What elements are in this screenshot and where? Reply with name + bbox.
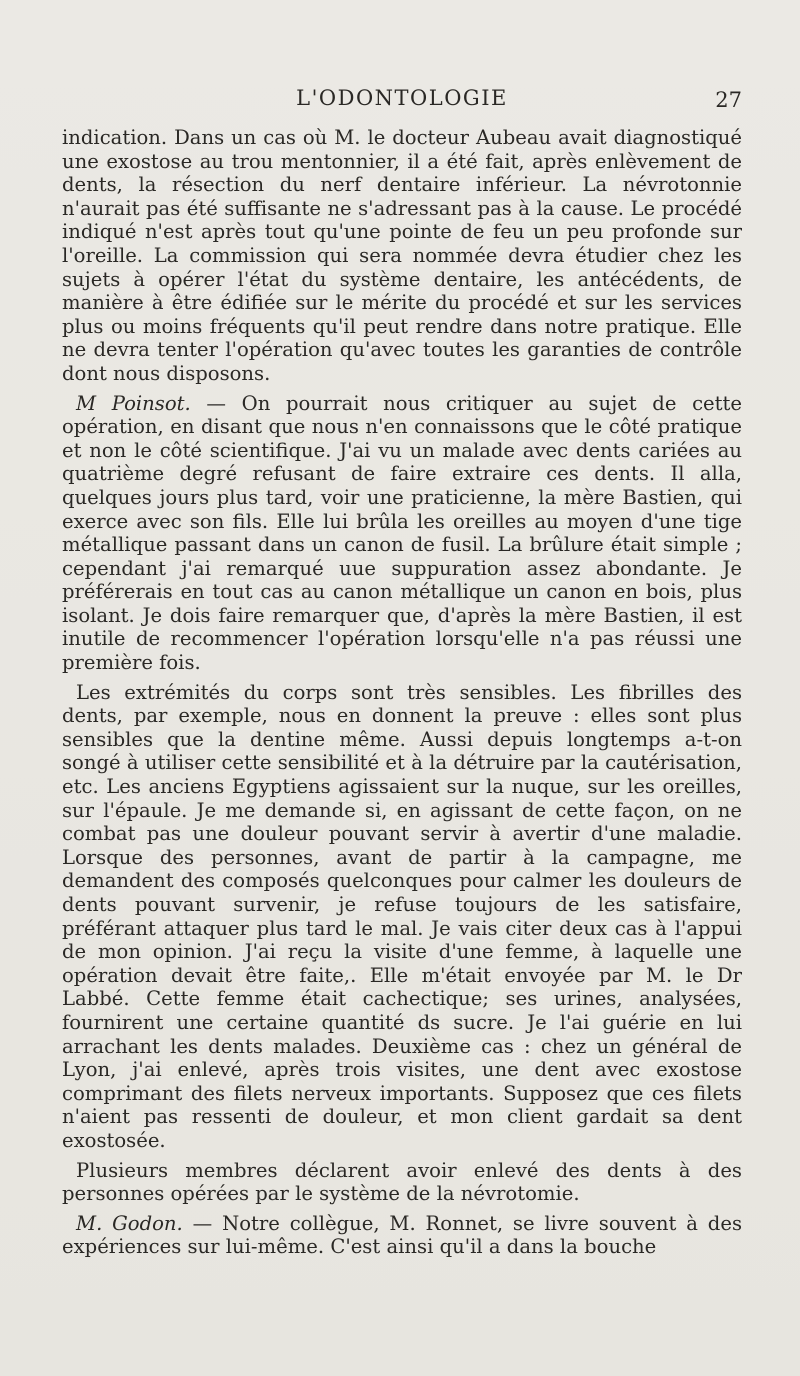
body-text [62,126,742,1265]
paragraph [62,1159,742,1206]
paragraph-text: Les extrémités du corps sont très sensibles. Les fibrilles des dents, par exemple, nous en donnent la preuve : elles sont plus sensibles que la dentine même. Aussi depuis longtemps a-t-on songé à utiliser cette sensibilité et à la détruire par la cautérisation, etc. Les anciens Egyptiens agissaient sur la nuque, sur les oreilles, sur l'épaule. Je me demande si, en agissant de cette façon, on ne combat pas une douleur pouvant servir à avertir d'une maladie. Lorsque des personnes, avant de partir à la campagne, me demandent des composés quelconques pour calmer les douleurs de dents pouvant survenir, je refuse toujours de les satisfaire, préférant attaquer plus tard le mal. Je vais citer deux cas à l'appui de mon opinion. J'ai reçu la visite d'une femme, à laquelle une opération devait être faite,. Elle m'était envoyée par M. le Dr Labbé. Cette femme était cachectique; ses urines, analysées, fournirent une certaine quantité ds sucre. Je l'ai guérie en lui arrachant les dents malades. Deuxième cas : chez un général de Lyon, j'ai enlevé, après trois visites, une dent avec exostose comprimant des filets nerveux importants. Supposez que ces filets n'aient pas ressenti de douleur, et mon client gardait sa dent exostosée. [62,680,742,1152]
paragraph [62,392,742,675]
paragraph [62,1212,742,1259]
running-title: L'ODONTOLOGIE [296,86,508,110]
page-header [62,86,742,116]
paragraph-text: indication. Dans un cas où M. le docteur Aubeau avait diagnostiqué une exostose au trou mentonnier, il a été fait, après enlèvement de dents, la résection du nerf dentaire inférieur. La névrotonnie n'aurait pas été suffisante ne s'adressant pas à la cause. Le procédé indiqué n'est après tout qu'une pointe de feu un peu profonde sur l'oreille. La commission qui sera nommée devra étudier chez les sujets à opérer l'état du système dentaire, les antécédents, de manière à être édifiée sur le mérite du procédé et sur les services plus ou moins fréquents qu'il peut rendre dans notre pratique. Elle ne devra tenter l'opération qu'avec toutes les garanties de contrôle dont nous disposons. [62,126,742,385]
paragraph [62,126,742,386]
paragraph [62,681,742,1153]
paragraph-text: — On pourrait nous critiquer au sujet de cette opération, en disant que nous n'en connaissons que le côté pratique et non le côté scientifique. J'ai vu un malade avec dents cariées au quatrième degré refusant de faire extraire ces dents. Il alla, quelques jours plus tard, voir une praticienne, la mère Bastien, qui exerce avec son fils. Elle lui brûla les oreilles au moyen d'une tige métallique passant dans un canon de fusil. La brûlure était simple ; cependant j'ai remarqué uue suppuration assez abondante. Je préférerais en tout cas au canon métallique un canon en bois, plus isolant. Je dois faire remarquer que, d'après la mère Bastien, il est inutile de recommencer l'opération lorsqu'elle n'a pas réussi une première fois. [62,391,742,675]
speaker-name: M Poinsot. [76,391,191,415]
paragraph-text: — Notre collègue, M. Ronnet, se livre souvent à des expériences sur lui-même. C'est ainsi qu'il a dans la bouche [62,1211,742,1259]
speaker-name: M. Godon. [76,1211,183,1235]
page-number: 27 [715,88,742,112]
paragraph-text: Plusieurs membres déclarent avoir enlevé des dents à des personnes opérées par le système de la névrotomie. [62,1158,742,1206]
